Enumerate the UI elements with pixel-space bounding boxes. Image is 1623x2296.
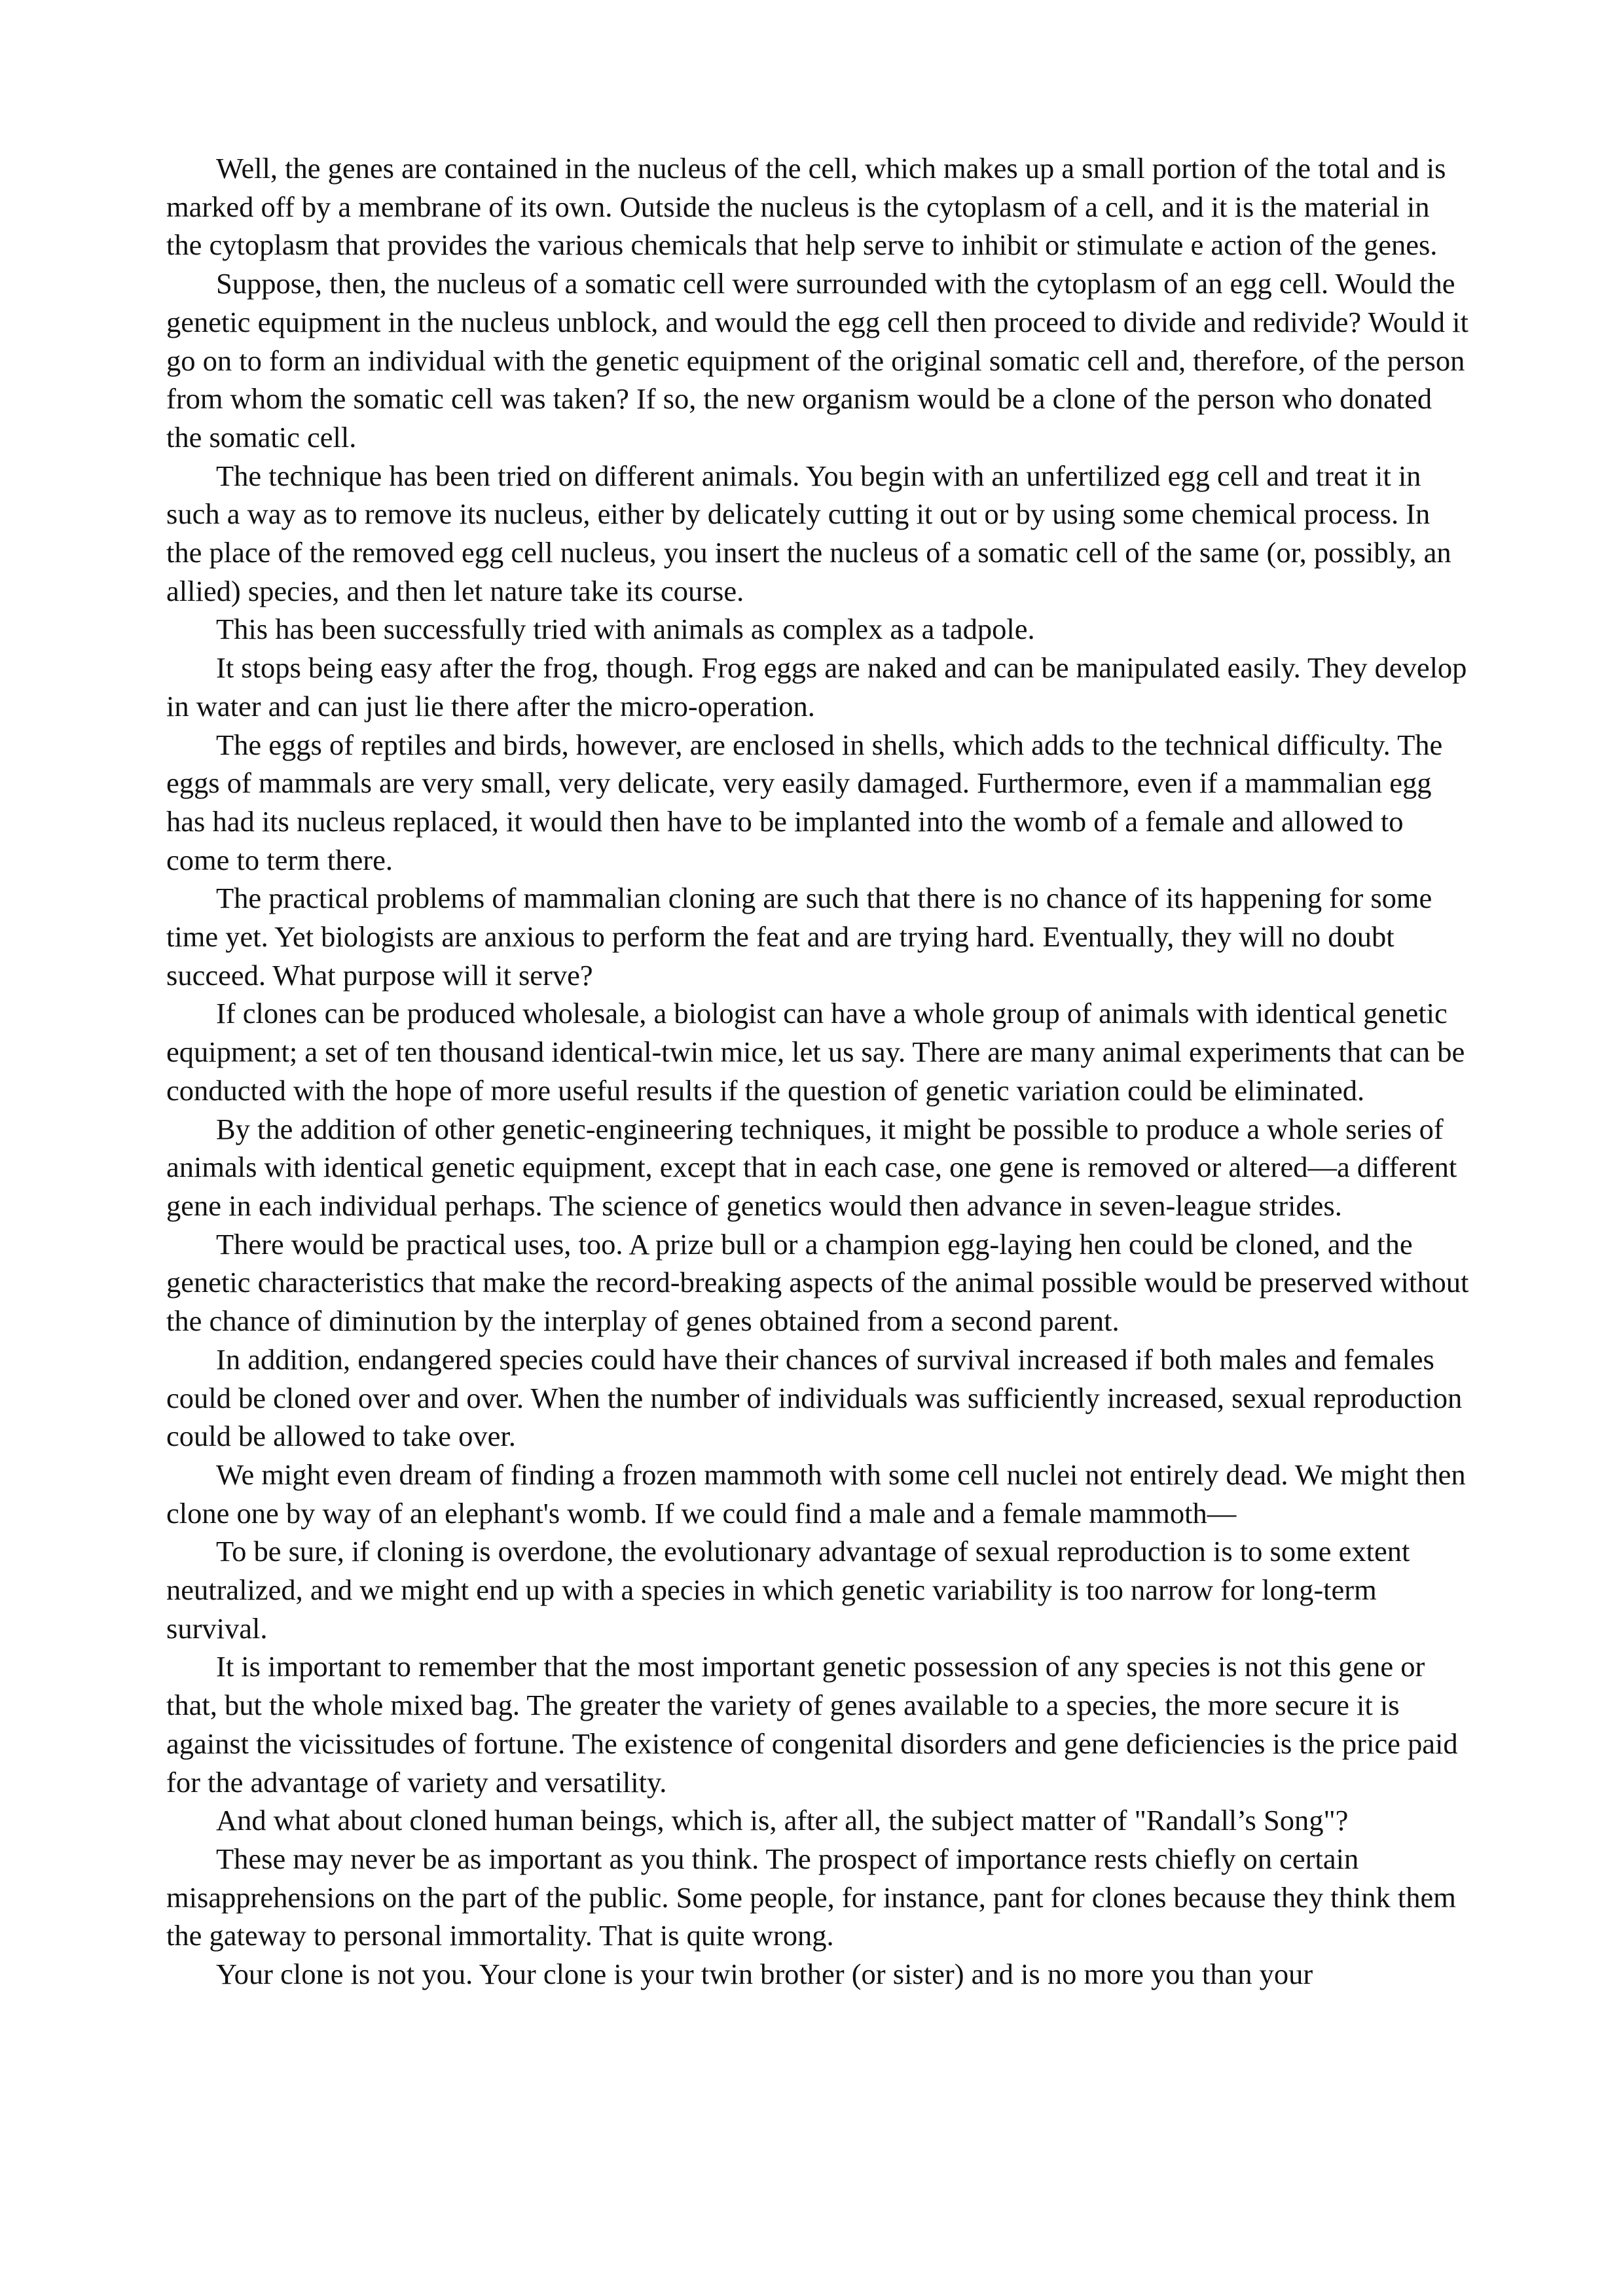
paragraph: The technique has been tried on different animals. You begin with an unfertilized egg cell and treat it in such a way as to remove its nucleus, either by delicately cutting it out or by using some chemical process. In the place of the removed egg cell nucleus, you insert the nucleus of a somatic cell of the same (or, possibly, an allied) species, and then let nature take its course. [166,459,1451,607]
paragraph: To be sure, if cloning is overdone, the evolutionary advantage of sexual reproduction is to some extent neutralized, and we might end up with a species in which genetic variability is too narrow for long-term survival. [166,1535,1410,1645]
paragraph: The practical problems of mammalian cloning are such that there is no chance of its happening for some time yet. Yet biologists are anxious to perform the feat and are trying hard. Eventually, they will no doubt succeed. What purpose will it serve? [166,882,1432,992]
paragraph: And what about cloned human beings, which is, after all, the subject matter of "Randall’s Song"? [216,1804,1349,1837]
paragraph: In addition, endangered species could have their chances of survival increased if both males and females could be cloned over and over. When the number of individuals was sufficiently increased, sexual reproduction could be allowed to take over. [166,1342,1463,1453]
paragraph: It is important to remember that the most important genetic possession of any species is not this gene or that, but the whole mixed bag. The greater the variety of genes available to a species, the more secure it is against the vicissitudes of fortune. The existence of congenital disorders and gene deficiencies is the price paid for the advantage of variety and versatility. [166,1650,1458,1799]
paragraph: Your clone is not you. Your clone is your twin brother (or sister) and is no more you than your [216,1958,1313,1991]
paragraph: If clones can be produced wholesale, a biologist can have a whole group of animals with identical genetic equipment; a set of ten thousand identical-twin mice, let us say. There are many animal experiments that can be conducted with the hope of more useful results if the question of genetic variation could be eliminated. [166,997,1465,1107]
paragraph: These may never be as important as you think. The prospect of importance rests chiefly on certain misapprehensions on the part of the public. Some people, for instance, pant for clones because they think them the gateway to personal immortality. That is quite wrong. [166,1842,1456,1952]
paragraph: The eggs of reptiles and birds, however, are enclosed in shells, which adds to the technical difficulty. The eggs of mammals are very small, very delicate, very easily damaged. Furthermore, even if a mammalian egg has had its nucleus replaced, it would then have to be implanted into the womb of a female and allowed to come to term there. [166,728,1443,876]
paragraph: This has been successfully tried with animals as complex as a tadpole. [216,613,1035,646]
paragraph: We might even dream of finding a frozen mammoth with some cell nuclei not entirely dead. We might then clone one by way of an elephant's womb. If we could find a male and a female mammoth— [166,1458,1466,1530]
document-page [166,149,1469,1994]
paragraph: There would be practical uses, too. A prize bull or a champion egg-laying hen could be cloned, and the genetic characteristics that make the record-breaking aspects of the animal possible would be preserved without the chance of diminution by the interplay of genes obtained from a second parent. [166,1227,1469,1338]
paragraph: By the addition of other genetic-engineering techniques, it might be possible to produce a whole series of animals with identical genetic equipment, except that in each case, one gene is removed or altered—a different gene in each individual perhaps. The science of genetics would then advance in seven-league strides. [166,1112,1457,1222]
paragraph: It stops being easy after the frog, though. Frog eggs are naked and can be manipulated easily. They develop in water and can just lie there after the micro-operation. [166,651,1467,723]
paragraph: Well, the genes are contained in the nucleus of the cell, which makes up a small portion of the total and is marked off by a membrane of its own. Outside the nucleus is the cytoplasm of a cell, and it is the material in the cytoplasm that provides the various chemicals that help serve to inhibit or stimulate e action of the genes. [166,152,1446,262]
paragraph: Suppose, then, the nucleus of a somatic cell were surrounded with the cytoplasm of an egg cell. Would the genetic equipment in the nucleus unblock, and would the egg cell then proceed to divide and redivide? Would it go on to form an individual with the genetic equipment of the original somatic cell and, therefore, of the person from whom the somatic cell was taken? If so, the new organism would be a clone of the person who donated the somatic cell. [166,267,1468,454]
